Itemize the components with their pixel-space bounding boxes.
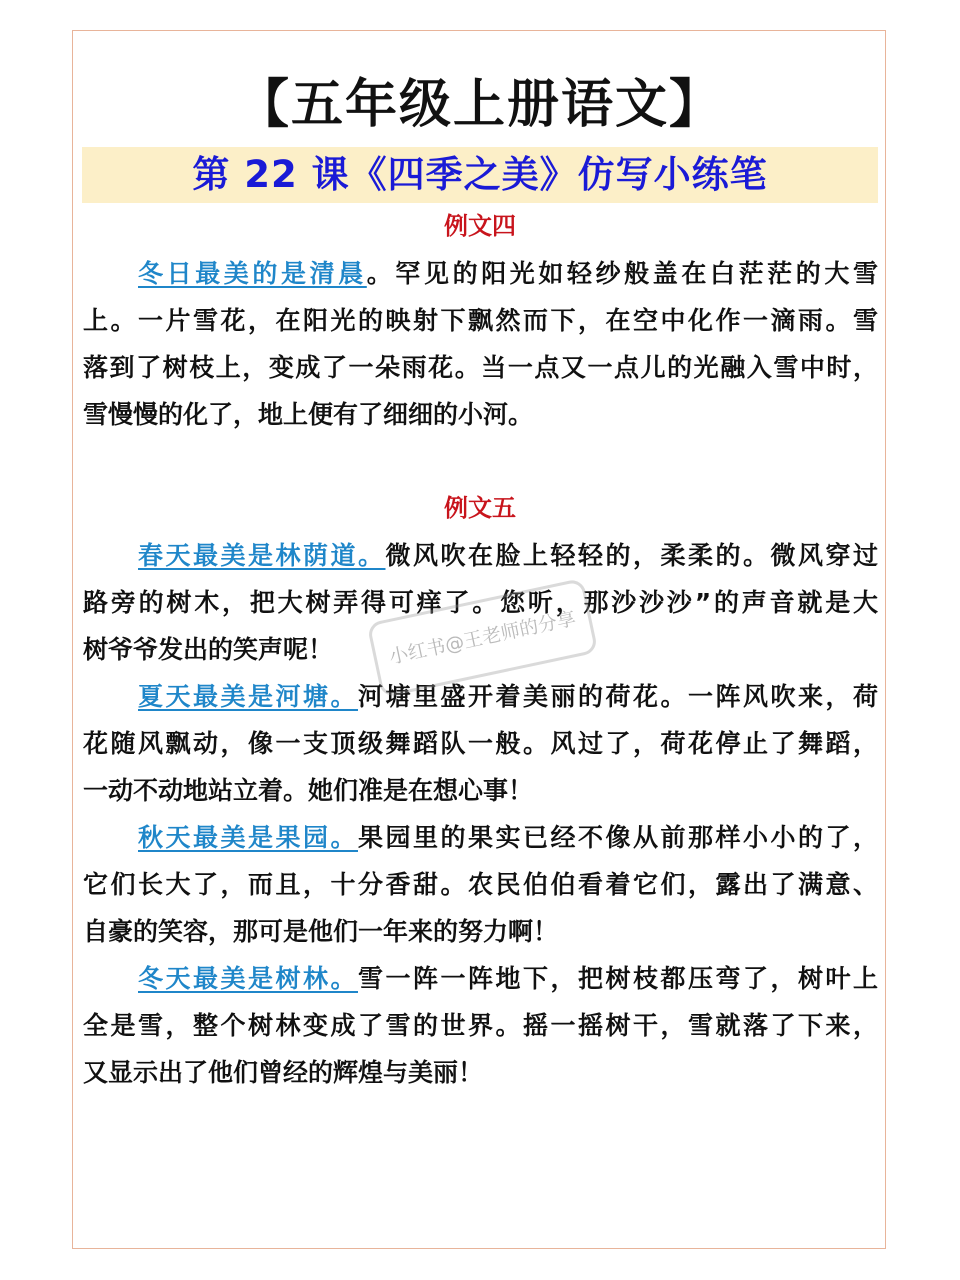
text-line	[83, 814, 878, 861]
text-segment: 雪一阵一阵地下，把树枝都压弯了，树叶上	[358, 964, 878, 993]
highlight-phrase: 秋天最美是果园。	[138, 823, 358, 852]
highlight-phrase: 冬日最美的是清晨	[138, 259, 367, 288]
text-line: 又显示出了他们曾经的辉煌与美丽！	[83, 1058, 484, 1087]
paragraph-summer	[83, 673, 878, 814]
subtitle-band	[82, 147, 878, 203]
page-title: 【五年级上册语文】	[236, 74, 723, 135]
text-segment: 河塘里盛开着美丽的荷花。一阵风吹来，荷	[358, 682, 878, 711]
text-line: 自豪的笑容，那可是他们一年来的努力啊！	[83, 917, 559, 946]
text-line: 它们长大了，而且，十分香甜。农民伯伯看着它们，露出了满意、	[83, 870, 878, 899]
paragraph-winter	[83, 955, 878, 1096]
text-line: 全是雪，整个树林变成了雪的世界。摇一摇树干，雪就落了下来，	[83, 1011, 878, 1040]
text-line	[83, 250, 878, 297]
text-line: 雪慢慢的化了，地上便有了细细的小河。	[83, 400, 534, 429]
highlight-phrase: 夏天最美是河塘。	[138, 682, 358, 711]
text-line: 上。一片雪花，在阳光的映射下飘然而下，在空中化作一滴雨。雪	[83, 306, 878, 335]
text-line	[83, 532, 878, 579]
paragraph-autumn	[83, 814, 878, 955]
highlight-phrase: 冬天最美是树林。	[138, 964, 358, 993]
text-line: 一动不动地站立着。她们准是在想心事！	[83, 776, 534, 805]
text-line: 落到了树枝上，变成了一朵雨花。当一点又一点儿的光融入雪中时，	[83, 353, 878, 382]
highlight-phrase: 春天最美是林荫道。	[138, 541, 386, 570]
example5-heading: 例文五	[444, 494, 516, 522]
text-segment: 微风吹在脸上轻轻的，柔柔的。微风穿过	[385, 541, 878, 570]
lesson-subtitle: 第 22 课《四季之美》仿写小练笔	[192, 153, 768, 196]
text-line: 花随风飘动，像一支顶级舞蹈队一般。风过了，荷花停止了舞蹈，	[83, 729, 878, 758]
text-line	[83, 955, 878, 1002]
text-segment: 果园里的果实已经不像从前那样小小的了，	[358, 823, 878, 852]
text-line: 树爷爷发出的笑声呢！	[83, 635, 334, 664]
text-line	[83, 673, 878, 720]
example4-paragraph	[83, 250, 878, 438]
example4-heading: 例文四	[444, 212, 516, 240]
text-line: 路旁的树木，把大树弄得可痒了。您听，那沙沙沙”的声音就是大	[83, 588, 878, 617]
watermark: 小红书@王老师的分享	[367, 578, 599, 698]
text-segment: 。罕见的阳光如轻纱般盖在白茫茫的大雪	[366, 259, 878, 288]
